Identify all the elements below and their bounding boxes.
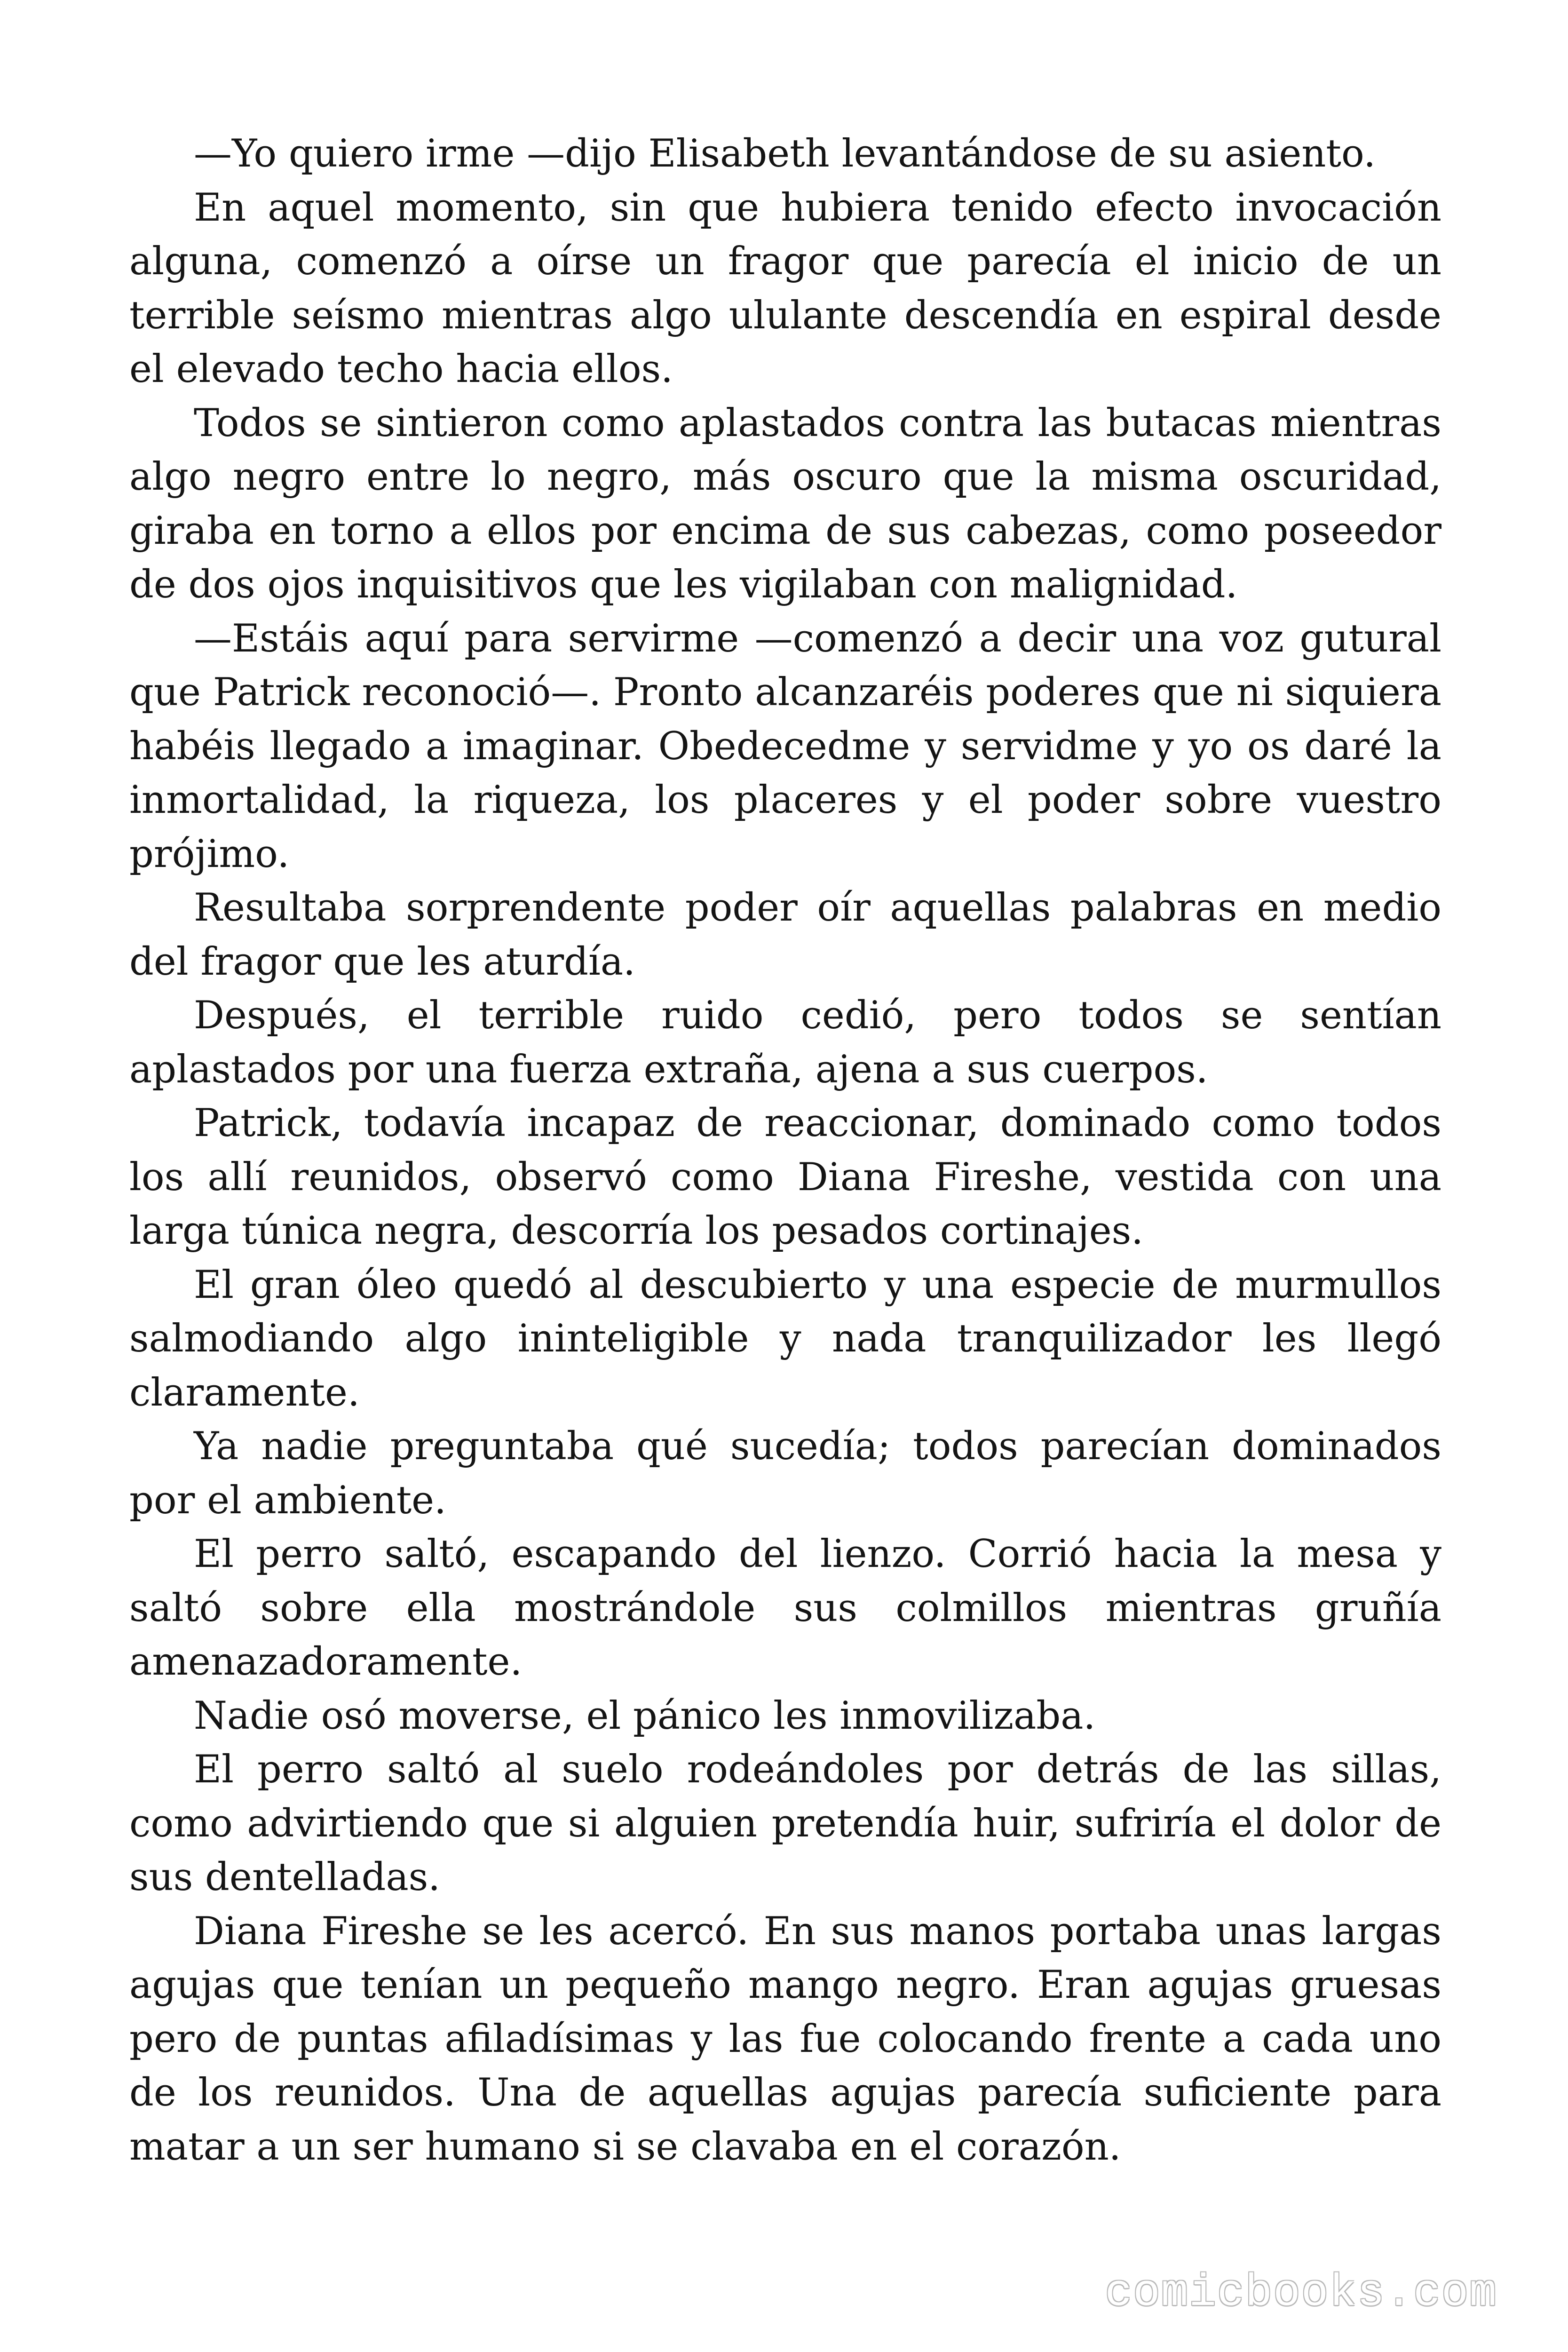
paragraph: Nadie osó moverse, el pánico les inmovilizaba.: [194, 1693, 1096, 1738]
paragraph: Patrick, todavía incapaz de reaccionar, dominado como todos los allí reunidos, observó como Diana Fireshe, vestida con una larga túnica negra, descorría los pesados cortinajes.: [129, 1101, 1441, 1253]
paragraph: Diana Fireshe se les acercó. En sus manos portaba unas largas agujas que tenían un pequeño mango negro. Eran agujas gruesas pero de puntas afiladísimas y las fue colocando frente a cada uno de los reunidos. Una de aquellas agujas parecía suficiente para matar a un ser humano si se clavaba en el corazón.: [129, 1909, 1441, 2169]
paragraph: Después, el terrible ruido cedió, pero todos se sentían aplastados por una fuerza extraña, ajena a sus cuerpos.: [129, 993, 1441, 1092]
paragraph: Todos se sintieron como aplastados contra las butacas mientras algo negro entre lo negro, más oscuro que la misma oscuridad, giraba en torno a ellos por encima de sus cabezas, como poseedor de dos ojos inquisitivos que les vigilaban con malignidad.: [129, 401, 1441, 607]
paragraph: Ya nadie preguntaba qué sucedía; todos parecían dominados por el ambiente.: [129, 1424, 1441, 1523]
paragraph: En aquel momento, sin que hubiera tenido efecto invocación alguna, comenzó a oírse un fragor que parecía el inicio de un terrible seísmo mientras algo ululante descendía en espiral desde el elevado techo hacia ellos.: [129, 185, 1441, 391]
paragraph: Resultaba sorprendente poder oír aquellas palabras en medio del fragor que les aturdía.: [129, 886, 1441, 984]
page-body: [129, 127, 1441, 2174]
paragraph: El perro saltó, escapando del lienzo. Corrió hacia la mesa y saltó sobre ella mostrándole sus colmillos mientras gruñía amenazadoramente.: [129, 1532, 1441, 1684]
paragraph: —Estáis aquí para servirme —comenzó a decir una voz gutural que Patrick reconoció—. Pronto alcanzaréis poderes que ni siquiera habéis llegado a imaginar. Obedecedme y servidme y yo os daré la inmortalidad, la riqueza, los placeres y el poder sobre vuestro prójimo.: [129, 616, 1441, 876]
paragraph: —Yo quiero irme —dijo Elisabeth levantándose de su asiento.: [194, 132, 1376, 176]
watermark: comicbooks.com: [1105, 2267, 1497, 2319]
paragraph: El gran óleo quedó al descubierto y una especie de murmullos salmodiando algo ininteligible y nada tranquilizador les llegó claramente.: [129, 1263, 1441, 1415]
paragraph: El perro saltó al suelo rodeándoles por detrás de las sillas, como advirtiendo que si alguien pretendía huir, sufriría el dolor de sus dentelladas.: [129, 1748, 1441, 1899]
